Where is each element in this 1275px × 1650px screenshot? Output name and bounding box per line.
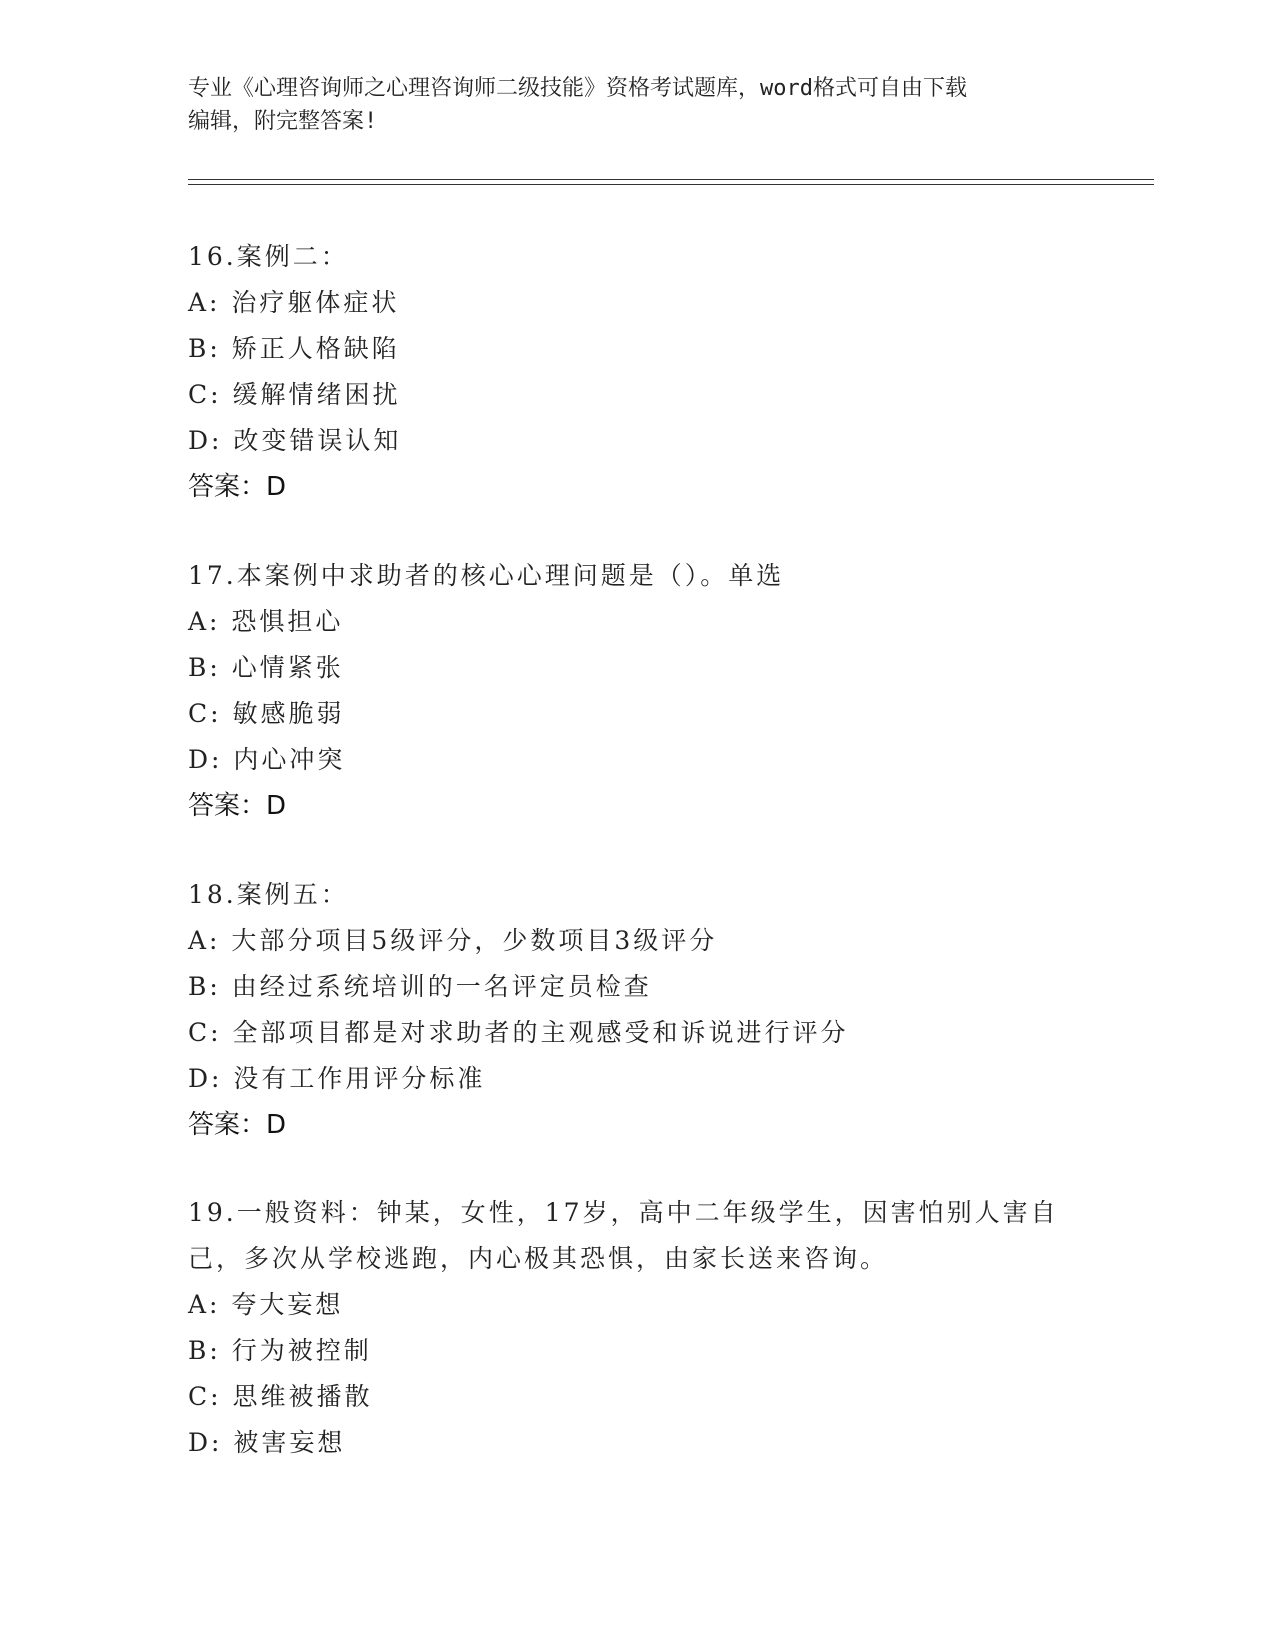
question-16	[188, 234, 1088, 510]
header-line-2: 编辑，附完整答案!	[188, 109, 378, 134]
option-c: C: 敏感脆弱	[188, 699, 345, 728]
question-stem: 16.案例二：	[188, 242, 349, 271]
option-d: D: 被害妄想	[188, 1428, 346, 1457]
header-divider-top	[188, 179, 1154, 180]
answer-label: 答案：D	[188, 791, 287, 821]
question-stem-line-1: 19.一般资料：钟某，女性，17岁，高中二年级学生，因害怕别人害自	[188, 1198, 1059, 1227]
header-divider-bottom	[188, 184, 1154, 185]
option-d: D: 内心冲突	[188, 745, 346, 774]
option-a: A: 恐惧担心	[188, 607, 344, 636]
option-a: A: 大部分项目5级评分，少数项目3级评分	[188, 926, 718, 955]
option-d: D: 改变错误认知	[188, 426, 402, 455]
option-c: C: 全部项目都是对求助者的主观感受和诉说进行评分	[188, 1018, 849, 1047]
option-a: A: 治疗躯体症状	[188, 288, 400, 317]
question-19	[188, 1190, 1088, 1466]
option-d: D: 没有工作用评分标准	[188, 1064, 486, 1093]
question-stem-line-2: 己，多次从学校逃跑，内心极其恐惧，由家长送来咨询。	[188, 1244, 889, 1273]
header-line-1: 专业《心理咨询师之心理咨询师二级技能》资格考试题库，word格式可自由下载	[188, 76, 967, 101]
question-stem: 18.案例五：	[188, 880, 349, 909]
answer-label: 答案：D	[188, 1110, 287, 1140]
option-c: C: 思维被播散	[188, 1382, 373, 1411]
option-b: B: 矫正人格缺陷	[188, 334, 400, 363]
option-b: B: 行为被控制	[188, 1336, 372, 1365]
option-b: B: 由经过系统培训的一名评定员检查	[188, 972, 652, 1001]
question-stem: 17.本案例中求助者的核心心理问题是（）。单选	[188, 561, 785, 590]
option-a: A: 夸大妄想	[188, 1290, 344, 1319]
option-b: B: 心情紧张	[188, 653, 344, 682]
answer-label: 答案：D	[188, 472, 287, 502]
question-18	[188, 872, 1088, 1148]
question-17	[188, 553, 1088, 829]
option-c: C: 缓解情绪困扰	[188, 380, 401, 409]
document-header	[188, 72, 1088, 138]
